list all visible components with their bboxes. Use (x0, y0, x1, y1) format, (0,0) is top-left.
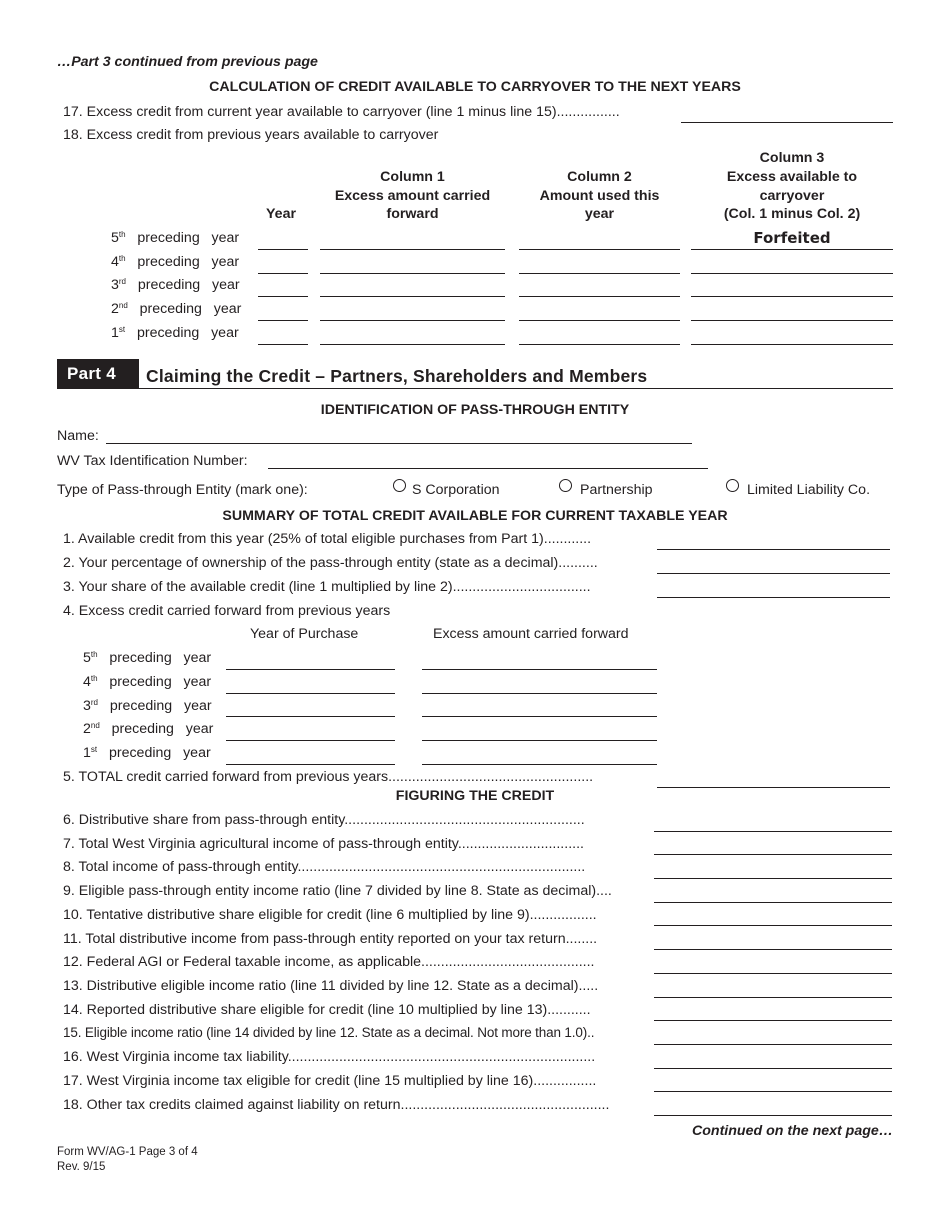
form-id: Form WV/AG-1 Page 3 of 4 (57, 1146, 198, 1158)
figuring-line-17-label: 17. West Virginia income tax eligible for credit (line 15 multiplied by line 16)................ (63, 1073, 597, 1089)
figuring-line-8-field[interactable] (654, 878, 892, 879)
figuring-line-8-label: 8. Total income of pass-through entity......................................................................... (63, 859, 586, 875)
col1-field[interactable] (320, 273, 505, 274)
col2-field[interactable] (519, 273, 680, 274)
year-field[interactable] (258, 249, 308, 250)
figuring-line-11-label: 11. Total distributive income from pass-through entity reported on your tax return........ (63, 931, 598, 947)
summary-line-1-field[interactable] (657, 549, 890, 550)
entity-type-label: Type of Pass-through Entity (mark one): (57, 482, 308, 498)
s-corporation-label: S Corporation (412, 482, 500, 498)
col2-title: Column 2 (567, 169, 632, 185)
llc-label: Limited Liability Co. (747, 482, 871, 498)
figuring-line-13-label: 13. Distributive eligible income ratio (line 11 divided by line 12. State as a decimal)..... (63, 978, 599, 994)
figuring-line-6-field[interactable] (654, 831, 892, 832)
figuring-line-16-field[interactable] (654, 1068, 892, 1069)
col1-title: Column 1 (380, 169, 445, 185)
excess-amount-field[interactable] (422, 693, 657, 694)
excess-amount-field[interactable] (422, 716, 657, 717)
summary-line-3-label: 3. Your share of the available credit (line 1 multiplied by line 2)................................... (63, 579, 591, 595)
summary-line-4-label: 4. Excess credit carried forward from previous years (63, 603, 391, 619)
figuring-line-13-field[interactable] (654, 997, 892, 998)
row-label: 5th preceding year (111, 230, 240, 246)
llc-radio[interactable] (726, 479, 739, 492)
tax-id-label: WV Tax Identification Number: (57, 453, 248, 469)
continued-footer: Continued on the next page… (692, 1123, 893, 1139)
excess-amount-field[interactable] (422, 764, 657, 765)
col3-subtitle-1: Excess available to (726, 169, 858, 185)
figuring-line-15-field[interactable] (654, 1044, 892, 1045)
col1-subtitle-1: Excess amount carried (334, 188, 491, 204)
summary-line-5-label: 5. TOTAL credit carried forward from previous years.................................................... (63, 769, 594, 785)
col-year-header: Year (266, 206, 296, 222)
figuring-line-10-field[interactable] (654, 925, 892, 926)
excess-amount-field[interactable] (422, 669, 657, 670)
part-4-badge: Part 4 (57, 359, 139, 389)
figuring-line-7-label: 7. Total West Virginia agricultural income of pass-through entity................................ (63, 836, 584, 852)
col3-title: Column 3 (759, 150, 825, 166)
col2-subtitle-1: Amount used this (539, 188, 660, 204)
figuring-line-18-field[interactable] (654, 1115, 892, 1116)
year-of-purchase-field[interactable] (226, 716, 395, 717)
identification-title: IDENTIFICATION OF PASS-THROUGH ENTITY (320, 402, 630, 418)
col1-field[interactable] (320, 320, 505, 321)
figuring-line-17-field[interactable] (654, 1091, 892, 1092)
figuring-line-15-label: 15. Eligible income ratio (line 14 divided by line 12. State as a decimal. Not more than 1.0).. (63, 1025, 595, 1040)
summary-line-2-field[interactable] (657, 573, 890, 574)
figuring-line-6-label: 6. Distributive share from pass-through entity............................................................. (63, 812, 585, 828)
excess-carried-forward-header: Excess amount carried forward (433, 626, 629, 642)
summary-line-3-field[interactable] (657, 597, 890, 598)
col3-field[interactable] (691, 344, 893, 345)
row-label: 4th preceding year (111, 254, 240, 270)
col3-subtitle-3: (Col. 1 minus Col. 2) (723, 206, 861, 222)
row-label: 3rd preceding year (83, 698, 212, 714)
part-4-rule (57, 388, 893, 389)
figuring-title: FIGURING THE CREDIT (395, 788, 555, 804)
year-of-purchase-field[interactable] (226, 764, 395, 765)
row-label: 1st preceding year (111, 325, 239, 341)
col2-field[interactable] (519, 296, 680, 297)
figuring-line-14-field[interactable] (654, 1020, 892, 1021)
partnership-label: Partnership (580, 482, 653, 498)
line-18-label: 18. Excess credit from previous years available to carryover (63, 127, 439, 143)
continued-header: …Part 3 continued from previous page (57, 54, 318, 70)
col3-field[interactable] (691, 320, 893, 321)
excess-amount-field[interactable] (422, 740, 657, 741)
line-17-label: 17. Excess credit from current year available to carryover (line 1 minus line 15)................ (63, 104, 620, 120)
summary-line-1-label: 1. Available credit from this year (25% of total eligible purchases from Part 1)............ (63, 531, 592, 547)
col3-field[interactable] (691, 273, 893, 274)
figuring-line-12-field[interactable] (654, 973, 892, 974)
figuring-line-16-label: 16. West Virginia income tax liability.............................................................................. (63, 1049, 596, 1065)
col3-field[interactable] (691, 296, 893, 297)
forfeited-label: Forfeited (753, 229, 831, 247)
year-field[interactable] (258, 296, 308, 297)
figuring-line-11-field[interactable] (654, 949, 892, 950)
partnership-radio[interactable] (559, 479, 572, 492)
figuring-line-12-label: 12. Federal AGI or Federal taxable income, as applicable............................................ (63, 954, 595, 970)
year-of-purchase-field[interactable] (226, 693, 395, 694)
year-of-purchase-field[interactable] (226, 740, 395, 741)
figuring-line-9-field[interactable] (654, 902, 892, 903)
year-field[interactable] (258, 273, 308, 274)
summary-title: SUMMARY OF TOTAL CREDIT AVAILABLE FOR CURRENT TAXABLE YEAR (222, 508, 728, 524)
col2-subtitle-2: year (584, 206, 615, 222)
col3-field (691, 249, 893, 250)
row-label: 5th preceding year (83, 650, 212, 666)
year-of-purchase-field[interactable] (226, 669, 395, 670)
figuring-line-9-label: 9. Eligible pass-through entity income ratio (line 7 divided by line 8. State as decimal).... (63, 883, 612, 899)
figuring-line-14-label: 14. Reported distributive share eligible for credit (line 10 multiplied by line 13)........... (63, 1002, 591, 1018)
line-17-field[interactable] (681, 122, 893, 123)
figuring-line-18-label: 18. Other tax credits claimed against liability on return..................................................... (63, 1097, 610, 1113)
col2-field[interactable] (519, 249, 680, 250)
col1-field[interactable] (320, 249, 505, 250)
row-label: 4th preceding year (83, 674, 212, 690)
figuring-line-10-label: 10. Tentative distributive share eligible for credit (line 6 multiplied by line 9)................. (63, 907, 597, 923)
name-label: Name: (57, 428, 99, 444)
year-field[interactable] (258, 344, 308, 345)
carryover-section-title: CALCULATION OF CREDIT AVAILABLE TO CARRYOVER TO THE NEXT YEARS (209, 79, 741, 95)
form-revision: Rev. 9/15 (57, 1161, 106, 1173)
row-label: 3rd preceding year (111, 277, 240, 293)
col2-field[interactable] (519, 344, 680, 345)
row-label: 2nd preceding year (111, 301, 242, 317)
col2-field[interactable] (519, 320, 680, 321)
name-field[interactable] (106, 443, 692, 444)
col1-field[interactable] (320, 344, 505, 345)
year-field[interactable] (258, 320, 308, 321)
col1-field[interactable] (320, 296, 505, 297)
row-label: 1st preceding year (83, 745, 211, 761)
year-of-purchase-header: Year of Purchase (250, 626, 359, 642)
s-corporation-radio[interactable] (393, 479, 406, 492)
col3-subtitle-2: carryover (759, 188, 825, 204)
row-label: 2nd preceding year (83, 721, 214, 737)
summary-line-2-label: 2. Your percentage of ownership of the pass-through entity (state as a decimal).......... (63, 555, 598, 571)
part-4-title: Claiming the Credit – Partners, Shareholders and Members (146, 366, 648, 386)
figuring-line-7-field[interactable] (654, 854, 892, 855)
col1-subtitle-2: forward (386, 206, 439, 222)
tax-id-field[interactable] (268, 468, 708, 469)
